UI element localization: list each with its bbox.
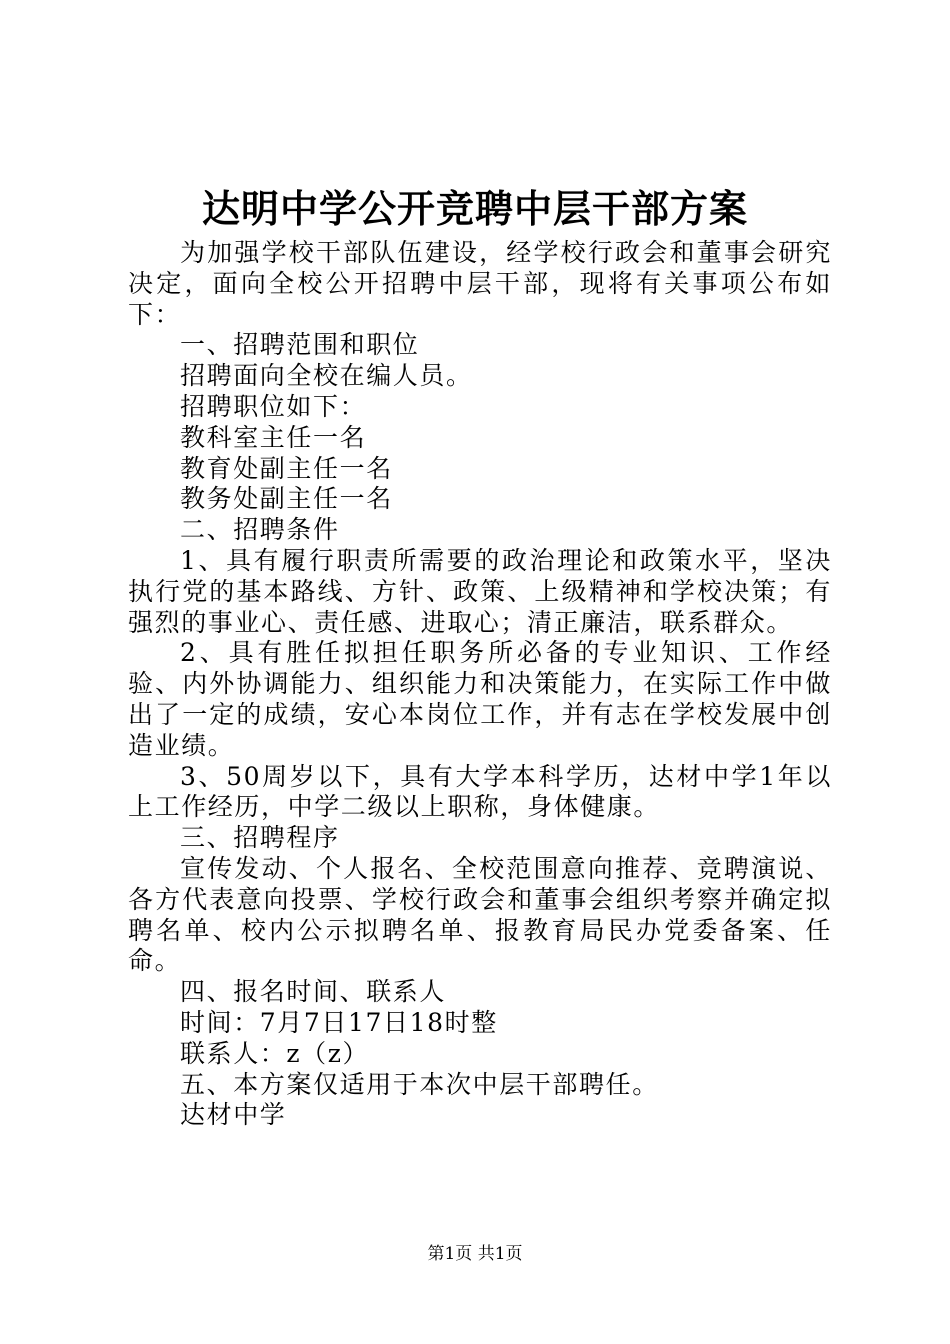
registration-time: 时间：7月7日17日18时整 xyxy=(180,1007,498,1037)
contact-person: 联系人：z（z） xyxy=(180,1038,370,1068)
document-title: 达明中学公开竞聘中层干部方案 xyxy=(201,186,748,231)
procedure-text: 宣传发动、个人报名、全校范围意向推荐、竞聘演说、各方代表意向投票、学校行政会和董事会组织考察并确定拟聘名单、校内公示拟聘名单、报教育局民办党委备案、任命。 xyxy=(128,853,832,976)
section-heading-scope: 一、招聘范围和职位 xyxy=(180,330,420,360)
positions-heading: 招聘职位如下： xyxy=(180,391,367,421)
page-footer: 第1页 共1页 xyxy=(427,1244,523,1264)
position-item: 教育处副主任一名 xyxy=(180,453,393,483)
position-item: 教科室主任一名 xyxy=(180,422,367,452)
intro-paragraph: 为加强学校干部队伍建设，经学校行政会和董事会研究决定，面向全校公开招聘中层干部，现将有关事项公布如下： xyxy=(128,238,832,329)
applicability-note: 五、本方案仅适用于本次中层干部聘任。 xyxy=(180,1069,659,1099)
position-item: 教务处副主任一名 xyxy=(180,484,393,514)
condition-item: 2、具有胜任拟担任职务所必备的专业知识、工作经验、内外协调能力、组织能力和决策能力，在实际工作中做出了一定的成绩，安心本岗位工作，并有志在学校发展中创造业绩。 xyxy=(128,638,832,760)
condition-item: 1、具有履行职责所需要的政治理论和政策水平，坚决执行党的基本路线、方针、政策、上级精神和学校决策；有强烈的事业心、责任感、进取心；清正廉洁，联系群众。 xyxy=(128,545,832,637)
section-heading-contact: 四、报名时间、联系人 xyxy=(180,977,447,1007)
document-body xyxy=(128,238,832,1131)
section-heading-procedure: 三、招聘程序 xyxy=(180,823,340,853)
condition-item: 3、50周岁以下，具有大学本科学历，达材中学1年以上工作经历，中学二级以上职称，身体健康。 xyxy=(128,761,832,822)
scope-text: 招聘面向全校在编人员。 xyxy=(180,361,473,391)
signature: 达材中学 xyxy=(180,1100,287,1130)
section-heading-conditions: 二、招聘条件 xyxy=(180,515,340,545)
